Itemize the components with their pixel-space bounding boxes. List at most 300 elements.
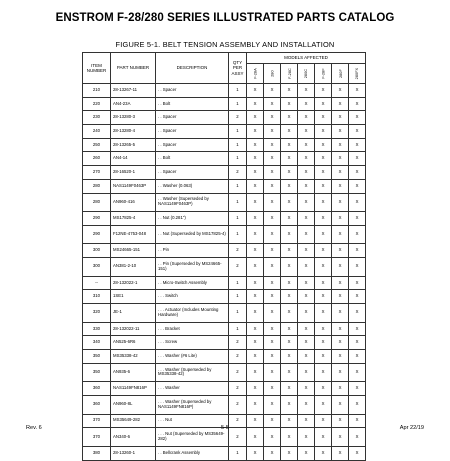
qty-cell: 1 — [229, 290, 247, 304]
col-header-model: 280C — [298, 64, 315, 84]
model-affected-cell: X — [315, 290, 332, 304]
model-affected-cell: X — [315, 193, 332, 212]
qty-cell: 1 — [229, 84, 247, 98]
table-row — [83, 322, 366, 336]
item-number-cell: 350 — [83, 350, 111, 364]
col-header-model: F-28A — [247, 64, 264, 84]
qty-cell: 1 — [229, 152, 247, 166]
model-affected-cell: X — [281, 125, 298, 139]
model-affected-cell: X — [281, 152, 298, 166]
model-affected-cell: X — [298, 336, 315, 350]
model-affected-cell: X — [315, 244, 332, 258]
item-number-cell: 220 — [83, 97, 111, 111]
model-affected-cell: X — [298, 179, 315, 193]
model-affected-cell: X — [298, 125, 315, 139]
model-affected-cell: X — [281, 193, 298, 212]
description-cell: . . Nut (0.281") — [156, 212, 229, 226]
item-number-cell: 260 — [83, 152, 111, 166]
description-cell: . . . Screw — [156, 336, 229, 350]
item-number-cell: 230 — [83, 111, 111, 125]
table-row — [83, 290, 366, 304]
table-row — [83, 350, 366, 364]
model-affected-cell: X — [315, 212, 332, 226]
qty-cell: 1 — [229, 225, 247, 244]
model-affected-cell: X — [332, 212, 349, 226]
model-affected-cell: X — [247, 276, 264, 290]
model-affected-cell: X — [332, 350, 349, 364]
model-affected-cell: X — [332, 258, 349, 277]
table-row — [83, 304, 366, 323]
model-affected-cell: X — [247, 152, 264, 166]
description-cell: . . . Switch — [156, 290, 229, 304]
item-number-cell: 330 — [83, 322, 111, 336]
qty-cell: 2 — [229, 336, 247, 350]
item-number-cell: 290 — [83, 225, 111, 244]
table-row — [83, 166, 366, 180]
model-affected-cell: X — [315, 97, 332, 111]
description-cell: . . Pin — [156, 244, 229, 258]
item-number-cell: 360 — [83, 395, 111, 414]
model-affected-cell: X — [298, 166, 315, 180]
part-number-cell: AN381-2-10 — [111, 258, 156, 277]
model-affected-cell: X — [281, 446, 298, 460]
table-row — [83, 212, 366, 226]
qty-cell: 2 — [229, 414, 247, 428]
model-affected-cell: X — [247, 350, 264, 364]
table-row — [83, 179, 366, 193]
catalog-title: ENSTROM F-28/280 SERIES ILLUSTRATED PARTS CATALOG — [55, 12, 395, 24]
item-number-cell: 380 — [83, 446, 111, 460]
part-number-cell: 28-13267-11 — [111, 84, 156, 98]
model-affected-cell: X — [264, 152, 281, 166]
parts-table — [82, 52, 366, 461]
table-row — [83, 276, 366, 290]
model-affected-cell: X — [247, 336, 264, 350]
table-row — [83, 111, 366, 125]
qty-cell: 1 — [229, 179, 247, 193]
model-affected-cell: X — [315, 428, 332, 447]
item-number-cell: 300 — [83, 244, 111, 258]
qty-cell: 1 — [229, 97, 247, 111]
model-affected-cell: X — [332, 304, 349, 323]
description-cell: . . Spacer — [156, 125, 229, 139]
model-affected-cell: X — [247, 97, 264, 111]
model-affected-cell: X — [315, 258, 332, 277]
model-affected-cell: X — [349, 244, 366, 258]
item-number-cell: 310 — [83, 290, 111, 304]
table-row — [83, 138, 366, 152]
qty-cell: 1 — [229, 193, 247, 212]
model-affected-cell: X — [247, 322, 264, 336]
table-row — [83, 125, 366, 139]
model-affected-cell: X — [332, 363, 349, 382]
model-affected-cell: X — [332, 414, 349, 428]
model-affected-cell: X — [298, 414, 315, 428]
qty-cell: 1 — [229, 138, 247, 152]
col-header-model: F-28C — [281, 64, 298, 84]
qty-cell: 2 — [229, 382, 247, 396]
model-affected-cell: X — [349, 395, 366, 414]
model-affected-cell: X — [264, 258, 281, 277]
model-affected-cell: X — [332, 276, 349, 290]
model-affected-cell: X — [332, 97, 349, 111]
description-cell: . . . Washer (Superseded by NAS1149FN816P) — [156, 395, 229, 414]
model-affected-cell: X — [247, 446, 264, 460]
qty-cell: 2 — [229, 350, 247, 364]
model-affected-cell: X — [298, 152, 315, 166]
model-affected-cell: X — [349, 428, 366, 447]
item-number-cell: 240 — [83, 125, 111, 139]
model-affected-cell: X — [264, 395, 281, 414]
description-cell: . . . Nut — [156, 414, 229, 428]
model-affected-cell: X — [315, 382, 332, 396]
table-row — [83, 395, 366, 414]
model-affected-cell: X — [281, 244, 298, 258]
part-number-cell: 28-13280-3 — [111, 111, 156, 125]
model-affected-cell: X — [298, 138, 315, 152]
model-affected-cell: X — [247, 244, 264, 258]
item-number-cell: 210 — [83, 84, 111, 98]
page-number: 5-5 — [220, 425, 230, 431]
model-affected-cell: X — [281, 225, 298, 244]
model-affected-cell: X — [332, 84, 349, 98]
model-affected-cell: X — [298, 212, 315, 226]
description-cell: . . . Nut (Superseded by MS35649-282) — [156, 428, 229, 447]
model-affected-cell: X — [264, 193, 281, 212]
model-affected-cell: X — [247, 84, 264, 98]
col-header-model: 280F — [332, 64, 349, 84]
description-cell: . . . Bracket — [156, 322, 229, 336]
model-affected-cell: X — [315, 138, 332, 152]
model-affected-cell: X — [349, 414, 366, 428]
model-affected-cell: X — [349, 225, 366, 244]
model-affected-cell: X — [315, 304, 332, 323]
model-affected-cell: X — [247, 395, 264, 414]
model-affected-cell: X — [332, 382, 349, 396]
part-number-cell: MS24665-151 — [111, 244, 156, 258]
qty-cell: 1 — [229, 276, 247, 290]
part-number-cell: F12NE-4753-048 — [111, 225, 156, 244]
model-affected-cell: X — [264, 363, 281, 382]
table-row — [83, 193, 366, 212]
description-cell: . . Spacer — [156, 166, 229, 180]
col-header-model: F-28F — [315, 64, 332, 84]
model-affected-cell: X — [332, 244, 349, 258]
model-affected-cell: X — [349, 212, 366, 226]
model-affected-cell: X — [247, 258, 264, 277]
part-number-cell: 28-16520-1 — [111, 166, 156, 180]
model-affected-cell: X — [332, 111, 349, 125]
model-affected-cell: X — [315, 84, 332, 98]
description-cell: . . Micro-Switch Assembly — [156, 276, 229, 290]
model-affected-cell: X — [264, 244, 281, 258]
description-cell: . . Bolt — [156, 97, 229, 111]
qty-cell: 2 — [229, 244, 247, 258]
qty-cell: 1 — [229, 446, 247, 460]
item-number-cell: 270 — [83, 166, 111, 180]
description-cell: . . Bolt — [156, 152, 229, 166]
part-number-cell: AN4-14 — [111, 152, 156, 166]
model-affected-cell: X — [281, 395, 298, 414]
model-affected-cell: X — [332, 428, 349, 447]
model-affected-cell: X — [298, 350, 315, 364]
model-affected-cell: X — [247, 363, 264, 382]
model-affected-cell: X — [298, 363, 315, 382]
model-affected-cell: X — [349, 179, 366, 193]
part-number-cell: AN960-8L — [111, 395, 156, 414]
table-row — [83, 244, 366, 258]
model-affected-cell: X — [264, 276, 281, 290]
model-affected-cell: X — [298, 322, 315, 336]
model-affected-cell: X — [264, 138, 281, 152]
model-affected-cell: X — [264, 428, 281, 447]
model-affected-cell: X — [349, 322, 366, 336]
item-number-cell: 340 — [83, 336, 111, 350]
model-affected-cell: X — [298, 111, 315, 125]
table-row — [83, 225, 366, 244]
model-affected-cell: X — [247, 304, 264, 323]
table-row — [83, 446, 366, 460]
description-cell: . . Spacer — [156, 138, 229, 152]
description-cell: . . Spacer — [156, 111, 229, 125]
model-affected-cell: X — [332, 179, 349, 193]
model-affected-cell: X — [349, 363, 366, 382]
model-affected-cell: X — [264, 166, 281, 180]
model-affected-cell: X — [298, 382, 315, 396]
part-number-cell: AN4-23A — [111, 97, 156, 111]
model-affected-cell: X — [349, 97, 366, 111]
part-number-cell: AN340-6 — [111, 428, 156, 447]
qty-cell: 2 — [229, 428, 247, 447]
model-affected-cell: X — [332, 322, 349, 336]
figure-title: FIGURE 5-1. BELT TENSION ASSEMBLY AND INSTALLATION — [115, 40, 335, 49]
part-number-cell: MS17825-4 — [111, 212, 156, 226]
model-affected-cell: X — [315, 363, 332, 382]
model-affected-cell: X — [349, 258, 366, 277]
model-affected-cell: X — [281, 179, 298, 193]
revision-date: Apr 22/19 — [399, 425, 424, 431]
model-affected-cell: X — [264, 350, 281, 364]
table-row — [83, 363, 366, 382]
part-number-cell: 28-13260-1 — [111, 446, 156, 460]
model-affected-cell: X — [264, 446, 281, 460]
model-affected-cell: X — [298, 97, 315, 111]
qty-cell: 1 — [229, 212, 247, 226]
item-number-cell: 280 — [83, 193, 111, 212]
item-number-cell: 370 — [83, 428, 111, 447]
model-affected-cell: X — [247, 179, 264, 193]
model-affected-cell: X — [264, 84, 281, 98]
model-affected-cell: X — [247, 290, 264, 304]
model-affected-cell: X — [332, 152, 349, 166]
model-affected-cell: X — [264, 414, 281, 428]
model-affected-cell: X — [281, 350, 298, 364]
model-affected-cell: X — [349, 276, 366, 290]
part-number-cell: 28-13265-5 — [111, 138, 156, 152]
model-affected-cell: X — [247, 125, 264, 139]
item-number-cell: 350 — [83, 363, 111, 382]
part-number-cell: 28-132022-1 — [111, 276, 156, 290]
description-cell: . . Pin (Superseded by MS24665-151) — [156, 258, 229, 277]
model-affected-cell: X — [247, 193, 264, 212]
item-number-cell: 290 — [83, 212, 111, 226]
model-affected-cell: X — [332, 290, 349, 304]
part-number-cell: AN960-416 — [111, 193, 156, 212]
model-affected-cell: X — [332, 193, 349, 212]
qty-cell: 2 — [229, 111, 247, 125]
model-affected-cell: X — [247, 428, 264, 447]
model-affected-cell: X — [349, 84, 366, 98]
table-row — [83, 336, 366, 350]
item-number-cell: 300 — [83, 258, 111, 277]
col-header-model: 280 — [264, 64, 281, 84]
model-affected-cell: X — [315, 395, 332, 414]
model-affected-cell: X — [298, 304, 315, 323]
item-number-cell: 320 — [83, 304, 111, 323]
model-affected-cell: X — [281, 428, 298, 447]
model-affected-cell: X — [315, 225, 332, 244]
qty-cell: 2 — [229, 395, 247, 414]
part-number-cell: MS35338-42 — [111, 350, 156, 364]
model-affected-cell: X — [247, 138, 264, 152]
model-affected-cell: X — [281, 382, 298, 396]
table-header — [83, 53, 366, 84]
model-affected-cell: X — [332, 336, 349, 350]
model-affected-cell: X — [264, 382, 281, 396]
model-affected-cell: X — [315, 336, 332, 350]
model-affected-cell: X — [349, 125, 366, 139]
model-affected-cell: X — [247, 166, 264, 180]
revision-label: Rev. 6 — [26, 425, 42, 431]
model-affected-cell: X — [315, 179, 332, 193]
description-cell: . . Nut (Superseded by MS17825-4) — [156, 225, 229, 244]
col-header-model: 280FX — [349, 64, 366, 84]
model-affected-cell: X — [332, 225, 349, 244]
description-cell: . . Washer (Superseded by NAS1149F0463P) — [156, 193, 229, 212]
table-row — [83, 84, 366, 98]
table-row — [83, 152, 366, 166]
model-affected-cell: X — [281, 304, 298, 323]
description-cell: . . . Washer (#6 Lite) — [156, 350, 229, 364]
model-affected-cell: X — [298, 446, 315, 460]
model-affected-cell: X — [281, 322, 298, 336]
model-affected-cell: X — [349, 336, 366, 350]
model-affected-cell: X — [281, 111, 298, 125]
col-header-models-affected: MODELS AFFECTED — [247, 53, 366, 64]
model-affected-cell: X — [298, 84, 315, 98]
model-affected-cell: X — [298, 276, 315, 290]
part-number-cell: 28-13280-4 — [111, 125, 156, 139]
model-affected-cell: X — [281, 290, 298, 304]
model-affected-cell: X — [332, 138, 349, 152]
model-affected-cell: X — [332, 125, 349, 139]
qty-cell: 1 — [229, 304, 247, 323]
qty-cell: 2 — [229, 166, 247, 180]
part-number-cell: 28-132022-11 — [111, 322, 156, 336]
description-cell: . . Spacer — [156, 84, 229, 98]
model-affected-cell: X — [281, 336, 298, 350]
model-affected-cell: X — [247, 382, 264, 396]
model-affected-cell: X — [298, 395, 315, 414]
model-affected-cell: X — [264, 304, 281, 323]
col-header-item-number: ITEM NUMBER — [83, 53, 111, 84]
part-number-cell: AN935-6 — [111, 363, 156, 382]
table-row — [83, 258, 366, 277]
model-affected-cell: X — [264, 322, 281, 336]
part-number-cell: 1SE1 — [111, 290, 156, 304]
model-affected-cell: X — [349, 350, 366, 364]
part-number-cell: NAS1149FN816P — [111, 382, 156, 396]
col-header-qty: QTY PER ASSY — [229, 53, 247, 84]
model-affected-cell: X — [281, 212, 298, 226]
model-affected-cell: X — [315, 276, 332, 290]
model-affected-cell: X — [281, 363, 298, 382]
model-affected-cell: X — [315, 350, 332, 364]
model-affected-cell: X — [332, 395, 349, 414]
model-affected-cell: X — [298, 193, 315, 212]
model-affected-cell: X — [247, 225, 264, 244]
model-affected-cell: X — [315, 322, 332, 336]
description-cell: . . . Washer — [156, 382, 229, 396]
model-affected-cell: X — [281, 84, 298, 98]
model-affected-cell: X — [281, 166, 298, 180]
model-affected-cell: X — [315, 414, 332, 428]
part-number-cell: JE-1 — [111, 304, 156, 323]
model-affected-cell: X — [298, 244, 315, 258]
qty-cell: 1 — [229, 125, 247, 139]
model-affected-cell: X — [315, 446, 332, 460]
model-affected-cell: X — [349, 152, 366, 166]
model-affected-cell: X — [264, 290, 281, 304]
model-affected-cell: X — [298, 428, 315, 447]
model-affected-cell: X — [349, 382, 366, 396]
table-body — [83, 84, 366, 461]
model-affected-cell: X — [247, 212, 264, 226]
model-affected-cell: X — [281, 414, 298, 428]
col-header-part-number: PART NUMBER — [111, 53, 156, 84]
model-affected-cell: X — [247, 414, 264, 428]
model-affected-cell: X — [315, 166, 332, 180]
table-row — [83, 382, 366, 396]
model-affected-cell: X — [264, 212, 281, 226]
qty-cell: 2 — [229, 258, 247, 277]
qty-cell: 2 — [229, 363, 247, 382]
model-affected-cell: X — [281, 138, 298, 152]
model-affected-cell: X — [332, 166, 349, 180]
model-affected-cell: X — [315, 125, 332, 139]
model-affected-cell: X — [349, 111, 366, 125]
model-affected-cell: X — [281, 258, 298, 277]
model-affected-cell: X — [264, 336, 281, 350]
description-cell: . . . Washer (Superseded by MS35338-42) — [156, 363, 229, 382]
model-affected-cell: X — [332, 446, 349, 460]
item-number-cell: 370 — [83, 414, 111, 428]
qty-cell: 1 — [229, 322, 247, 336]
model-affected-cell: X — [264, 179, 281, 193]
model-affected-cell: X — [349, 193, 366, 212]
model-affected-cell: X — [264, 225, 281, 244]
model-affected-cell: X — [315, 111, 332, 125]
model-affected-cell: X — [298, 258, 315, 277]
description-cell: . . Bellcrank Assembly — [156, 446, 229, 460]
item-number-cell: -- — [83, 276, 111, 290]
model-affected-cell: X — [264, 111, 281, 125]
item-number-cell: 360 — [83, 382, 111, 396]
model-affected-cell: X — [349, 166, 366, 180]
model-affected-cell: X — [349, 446, 366, 460]
model-affected-cell: X — [349, 304, 366, 323]
part-number-cell: AN525-6R6 — [111, 336, 156, 350]
